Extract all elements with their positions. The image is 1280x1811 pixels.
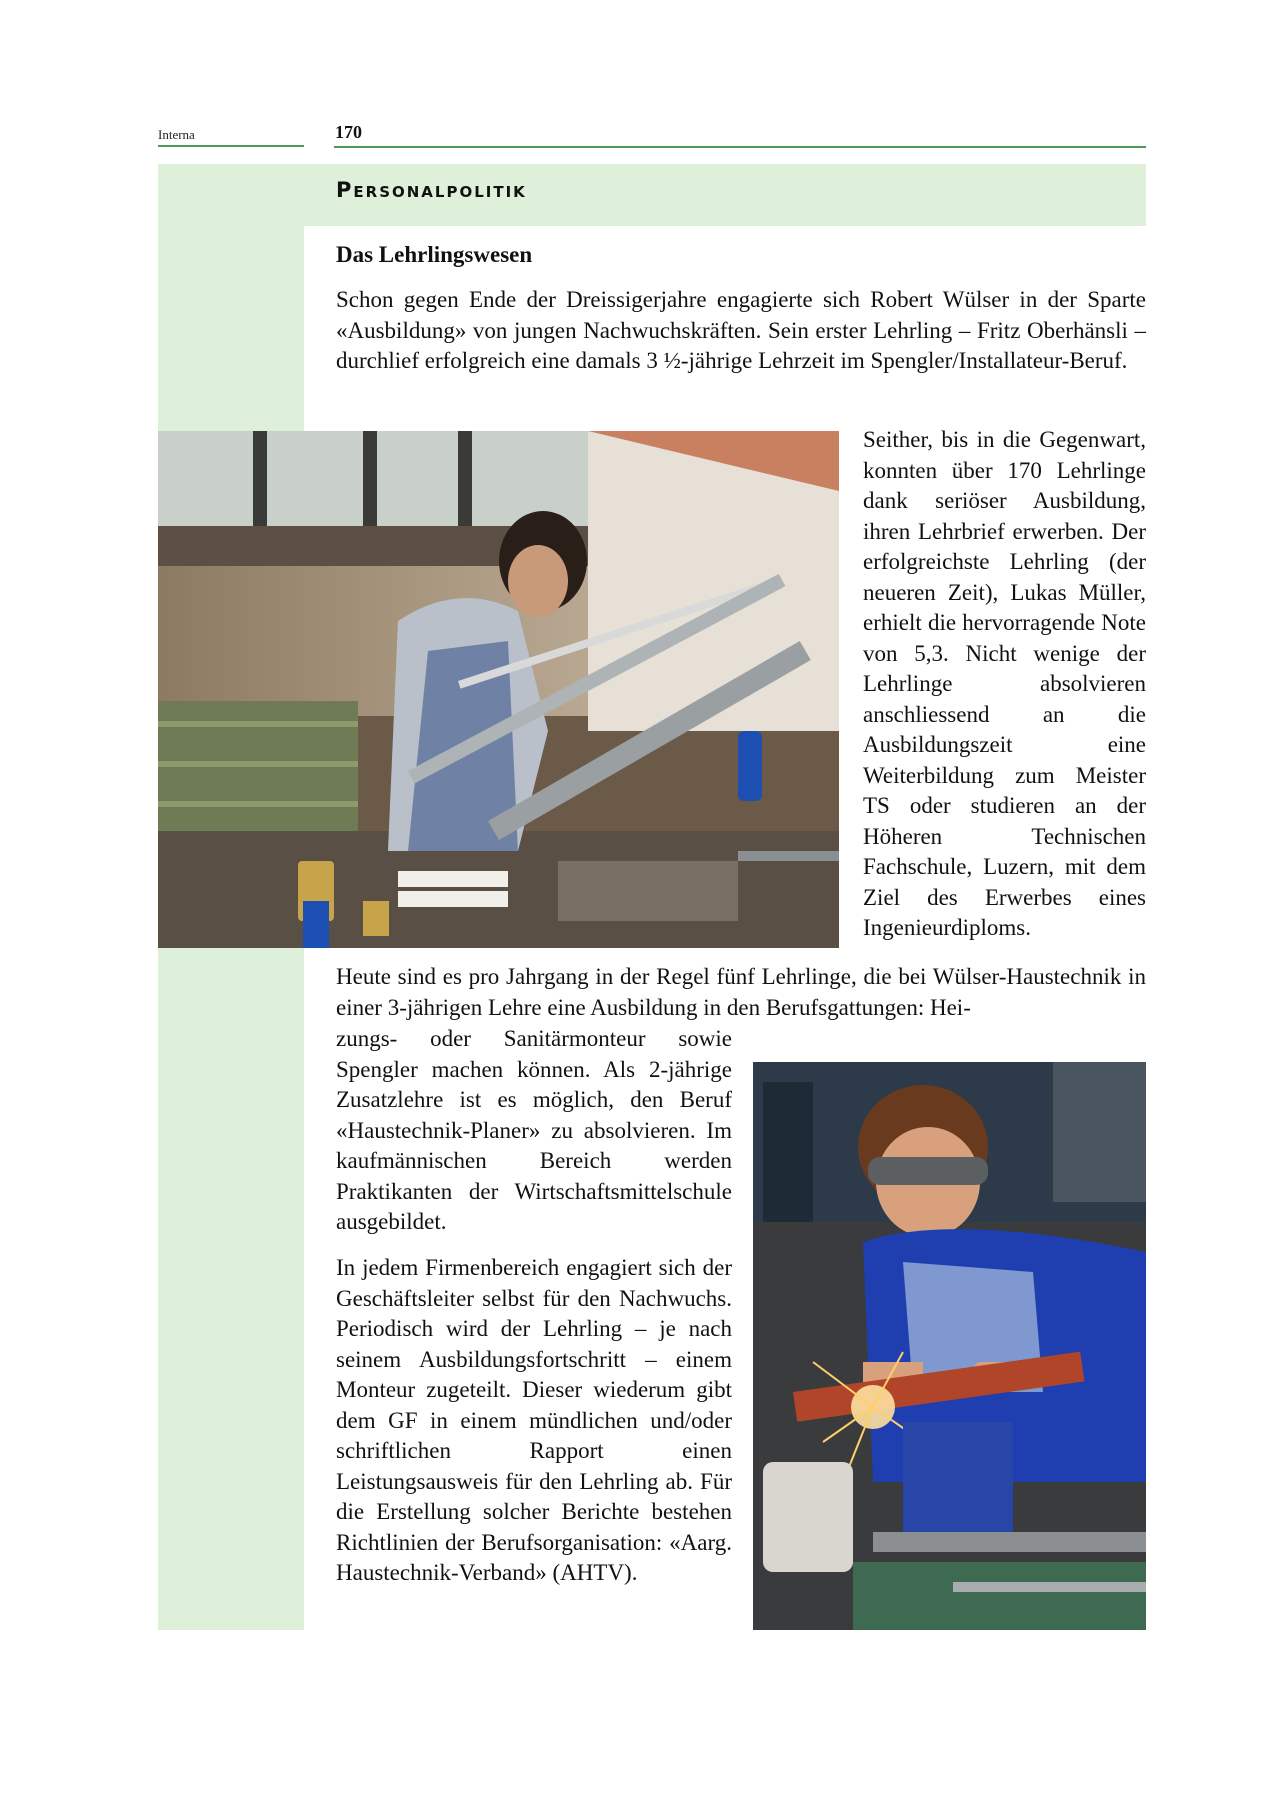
article-heading: Das Lehrlingswesen [336,242,533,267]
running-head-rule-right [334,146,1146,148]
intro-paragraph: Schon gegen Ende der Dreissigerjahre engagierte sich Robert Wülser in der Sparte «Ausbildung» von jungen Nachwuchskräften. Sein erster Lehrling – Fritz Oberhänsli – durchlief erfolgreich eine damals 3 ½-jährige Lehrzeit im Spengler/Installateur-Beruf. [336,287,1146,373]
side-paragraph: Seither, bis in die Gegenwart, konnten über 170 Lehrlinge dank seriöser Ausbildung, ihren Lehrbrief erwerben. Der erfolgreichste Lehrling (der neueren Zeit), Lukas Müller, erhielt die hervorragende Note von 5,3. Nicht wenige der Lehrlinge absolvieren anschliessend an die Ausbildungszeit eine Weiterbildung zum Meister TS oder studieren an der Höheren Technischen Fachschule, Luzern, mit dem Ziel des Erwerbes eines Ingenieurdiploms. [863,427,1146,940]
page-number: 170 [335,122,362,142]
column-paragraph-1: zungs- oder Sanitärmonteur sowie Spengler machen können. Als 2-jährige Zusatzlehre ist es möglich, den Beruf «Haustechnik-Planer» zu absolvieren. Im kaufmännischen Bereich werden Praktikanten der Wirtschaftsmittelschule ausgebildet. [336,1026,732,1234]
section-header-band [158,164,1146,226]
full-width-paragraph: Heute sind es pro Jahrgang in der Regel fünf Lehrlinge, die bei Wülser-Haustechnik in einer 3-jährigen Lehre eine Ausbildung in den Berufsgattungen: Hei- [336,964,1146,1020]
running-head-label: Interna [158,127,195,142]
column-paragraph-2: In jedem Firmenbereich engagiert sich der Geschäftsleiter selbst für den Nachwuchs. Periodisch wird der Lehrling – je nach seinem Ausbildungsfortschritt – einem Monteur zugeteilt. Dieser wiederum gibt dem GF in einem mündlichen und/oder schriftlichen Rapport einen Leistungsausweis für den Lehrling ab. Für die Erstellung solcher Berichte bestehen Richtlinien der Berufsorganisation: «Aarg. Haustechnik-Verband» (AHTV). [336,1255,732,1585]
section-title: Personalpolitik [336,178,527,202]
welding-photo-apprentice [753,1062,1146,1630]
workshop-photo-apprentice [158,431,839,948]
running-head-rule-left [158,145,304,147]
